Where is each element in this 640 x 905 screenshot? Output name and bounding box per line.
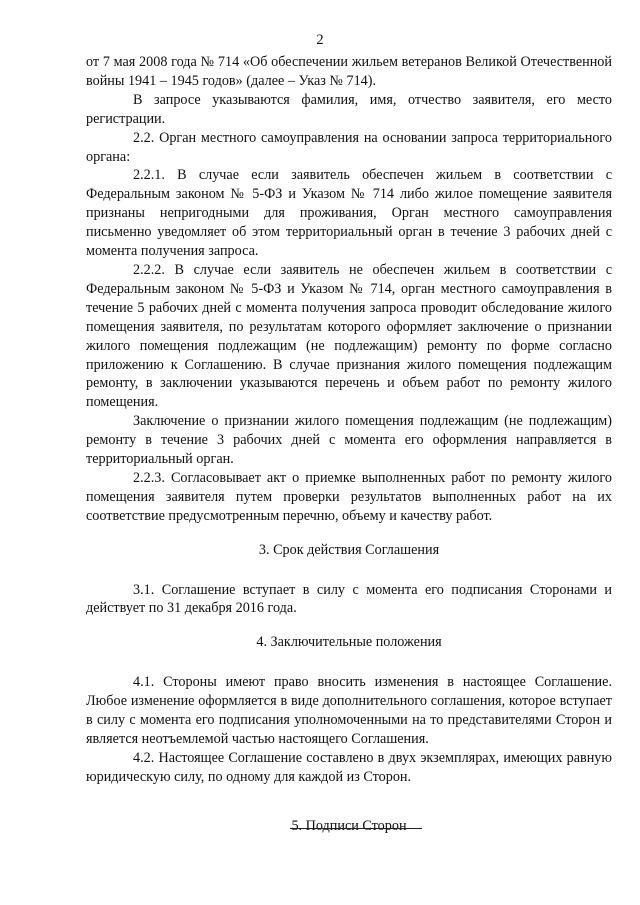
page-number: 2: [316, 32, 324, 48]
paragraph-conclusion: Заключение о признании жилого помещения подлежащим (не подлежащим) ремонту в течение 3 рабочих дней с момента его оформления направляется в территориальный орган.: [86, 413, 612, 468]
paragraph-3-1: 3.1. Соглашение вступает в силу с момента его подписания Сторонами и действует по 31 декабря 2016 года.: [86, 581, 612, 617]
section-heading-5: 5. Подписи Сторон: [291, 817, 407, 834]
paragraph-request-contents: В запросе указываются фамилия, имя, отчество заявителя, его место регистрации.: [86, 91, 612, 127]
paragraph-4-1: 4.1. Стороны имеют право вносить изменения в настоящее Соглашение. Любое изменение оформляется в виде дополнительного соглашения, которое вступает в силу с момента его подписания уполномоченными на то представителями Сторон и является неотъемлемой частью настоящего Соглашения.: [86, 674, 612, 747]
paragraph-2-2: 2.2. Орган местного самоуправления на основании запроса территориального органа:: [86, 129, 612, 165]
section-heading-4: 4. Заключительные положения: [256, 634, 442, 651]
section-heading-3: 3. Срок действия Соглашения: [258, 541, 440, 558]
paragraph-2-2-3: 2.2.3. Согласовывает акт о приемке выполненных работ по ремонту жилого помещения заявителя путем проверки результатов выполненных работ на их соответствие предусмотренным перечню, объему и качеству работ.: [86, 469, 612, 524]
paragraph-2-2-1: 2.2.1. В случае если заявитель обеспечен жильем в соответствии с Федеральным законом № 5-ФЗ и Указом № 714 либо жилое помещение заявителя признаны непригодными для проживания, Орган местного самоуправления письменно уведомляет об этом территориальный орган в течение 3 рабочих дней с момента получения запроса.: [86, 167, 612, 260]
paragraph-4-2: 4.2. Настоящее Соглашение составлено в двух экземплярах, имеющих равную юридическую силу, по одному для каждой из Сторон.: [86, 749, 612, 785]
paragraph-decree-reference: от 7 мая 2008 года № 714 «Об обеспечении жильем ветеранов Великой Отечественной войны 1941 – 1945 годов» (далее – Указ № 714).: [86, 54, 612, 89]
document-body: [86, 53, 612, 836]
paragraph-2-2-2: 2.2.2. В случае если заявитель не обеспечен жильем в соответствии с Федеральным законом № 5-ФЗ и Указом № 714, орган местного самоуправления в течение 5 рабочих дней с момента получения запроса проводит обследование жилого помещения заявителя, по результатам которого оформляет заключение о признании жилого помещения подлежащим (не подлежащим) ремонту по форме согласно приложению к Соглашению. В случае признания жилого помещения подлежащим ремонту, в заключении указываются перечень и объем работ по ремонту жилого помещения.: [86, 261, 612, 411]
signature-divider-line: [290, 828, 422, 829]
